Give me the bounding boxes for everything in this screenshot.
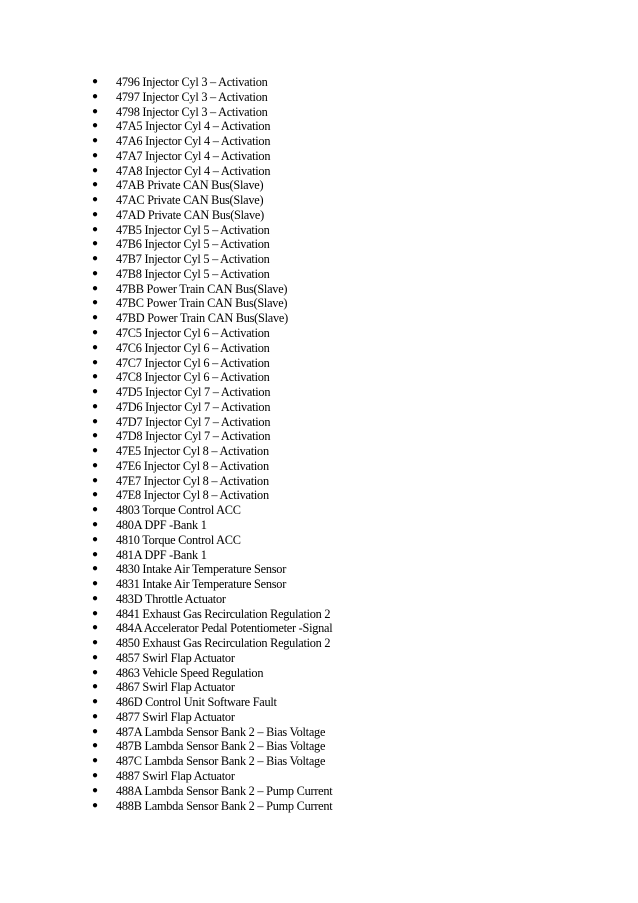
list-item-text: 4867 Swirl Flap Actuator <box>116 680 235 695</box>
bullet-icon: ● <box>92 282 99 294</box>
list-item <box>92 680 512 695</box>
list-item-text: 47BC Power Train CAN Bus(Slave) <box>116 296 288 311</box>
list-item <box>92 577 512 592</box>
bullet-icon: ● <box>92 769 99 781</box>
list-item-text: 47E7 Injector Cyl 8 – Activation <box>116 473 269 488</box>
bullet-icon: ● <box>92 179 99 191</box>
bullet-icon: ● <box>92 149 99 161</box>
bullet-icon: ● <box>92 267 99 279</box>
bullet-icon: ● <box>92 592 99 604</box>
list-item-text: 4810 Torque Control ACC <box>116 532 241 547</box>
bullet-icon: ● <box>92 799 99 811</box>
list-item <box>92 651 512 666</box>
list-item-text: 4863 Vehicle Speed Regulation <box>116 665 264 680</box>
list-item <box>92 370 512 385</box>
bullet-icon: ● <box>92 563 99 575</box>
bullet-icon: ● <box>92 164 99 176</box>
list-item-text: 47C5 Injector Cyl 6 – Activation <box>116 326 270 341</box>
list-item <box>92 90 512 105</box>
list-item-text: 47A5 Injector Cyl 4 – Activation <box>116 119 271 134</box>
bullet-icon: ● <box>92 474 99 486</box>
list-item <box>92 429 512 444</box>
list-item <box>92 119 512 134</box>
list-item-text: 487B Lambda Sensor Bank 2 – Bias Voltage <box>116 739 326 754</box>
list-item <box>92 341 512 356</box>
list-item <box>92 799 512 814</box>
list-item-text: 484A Accelerator Pedal Potentiometer -Signal <box>116 621 333 636</box>
list-item-text: 487C Lambda Sensor Bank 2 – Bias Voltage <box>116 754 326 769</box>
list-item-text: 47AB Private CAN Bus(Slave) <box>116 178 264 193</box>
list-item <box>92 666 512 681</box>
bullet-icon: ● <box>92 651 99 663</box>
list-item-text: 47A8 Injector Cyl 4 – Activation <box>116 163 271 178</box>
list-item-text: 47D5 Injector Cyl 7 – Activation <box>116 385 271 400</box>
list-item-text: 47E8 Injector Cyl 8 – Activation <box>116 488 269 503</box>
list-item-text: 47A7 Injector Cyl 4 – Activation <box>116 148 271 163</box>
bullet-icon: ● <box>92 681 99 693</box>
list-item <box>92 223 512 238</box>
list-item <box>92 488 512 503</box>
list-item <box>92 356 512 371</box>
bullet-icon: ● <box>92 445 99 457</box>
bullet-icon: ● <box>92 459 99 471</box>
list-item-text: 47B7 Injector Cyl 5 – Activation <box>116 252 270 267</box>
bullet-icon: ● <box>92 253 99 265</box>
list-item <box>92 710 512 725</box>
list-item-text: 47D7 Injector Cyl 7 – Activation <box>116 414 271 429</box>
bullet-icon: ● <box>92 607 99 619</box>
list-item-text: 4797 Injector Cyl 3 – Activation <box>116 89 268 104</box>
bullet-icon: ● <box>92 518 99 530</box>
list-item <box>92 296 512 311</box>
list-item-text: 4830 Intake Air Temperature Sensor <box>116 562 287 577</box>
list-item-text: 4796 Injector Cyl 3 – Activation <box>116 75 268 89</box>
list-item-text: 47E6 Injector Cyl 8 – Activation <box>116 458 269 473</box>
list-item <box>92 75 512 90</box>
list-item <box>92 134 512 149</box>
list-item <box>92 592 512 607</box>
list-item-text: 47BB Power Train CAN Bus(Slave) <box>116 281 288 296</box>
bullet-icon: ● <box>92 90 99 102</box>
list-item <box>92 459 512 474</box>
bullet-icon: ● <box>92 135 99 147</box>
bullet-icon: ● <box>92 710 99 722</box>
list-item-text: 47AD Private CAN Bus(Slave) <box>116 207 264 222</box>
list-item <box>92 282 512 297</box>
list-item-text: 47AC Private CAN Bus(Slave) <box>116 193 264 208</box>
bullet-icon: ● <box>92 327 99 339</box>
list-item-text: 47C6 Injector Cyl 6 – Activation <box>116 340 270 355</box>
list-item <box>92 621 512 636</box>
bullet-icon: ● <box>92 725 99 737</box>
list-item-text: 47A6 Injector Cyl 4 – Activation <box>116 134 271 149</box>
bullet-icon: ● <box>92 622 99 634</box>
list-item <box>92 754 512 769</box>
list-item <box>92 311 512 326</box>
list-item <box>92 533 512 548</box>
list-item <box>92 252 512 267</box>
list-item <box>92 164 512 179</box>
list-item <box>92 503 512 518</box>
fault-code-list <box>92 75 512 813</box>
list-item-text: 488A Lambda Sensor Bank 2 – Pump Current <box>116 783 333 798</box>
list-item <box>92 178 512 193</box>
bullet-icon: ● <box>92 76 99 87</box>
list-item-text: 47BD Power Train CAN Bus(Slave) <box>116 311 288 326</box>
list-item <box>92 208 512 223</box>
list-item-text: 4850 Exhaust Gas Recirculation Regulation 2 <box>116 636 331 651</box>
list-item <box>92 548 512 563</box>
list-item-text: 4798 Injector Cyl 3 – Activation <box>116 104 268 119</box>
list-item-text: 481A DPF -Bank 1 <box>116 547 207 562</box>
list-item <box>92 636 512 651</box>
bullet-icon: ● <box>92 386 99 398</box>
list-item-text: 486D Control Unit Software Fault <box>116 695 277 710</box>
list-item-text: 47B6 Injector Cyl 5 – Activation <box>116 237 270 252</box>
list-item-text: 4831 Intake Air Temperature Sensor <box>116 577 287 592</box>
list-item <box>92 607 512 622</box>
list-item <box>92 474 512 489</box>
bullet-icon: ● <box>92 120 99 132</box>
bullet-icon: ● <box>92 238 99 250</box>
list-item-text: 488B Lambda Sensor Bank 2 – Pump Current <box>116 798 333 813</box>
list-item-text: 4887 Swirl Flap Actuator <box>116 768 235 783</box>
bullet-icon: ● <box>92 223 99 235</box>
bullet-icon: ● <box>92 578 99 590</box>
bullet-icon: ● <box>92 415 99 427</box>
list-item-text: 47B5 Injector Cyl 5 – Activation <box>116 222 270 237</box>
bullet-icon: ● <box>92 696 99 708</box>
bullet-icon: ● <box>92 297 99 309</box>
bullet-icon: ● <box>92 430 99 442</box>
list-item <box>92 149 512 164</box>
bullet-icon: ● <box>92 637 99 649</box>
list-item <box>92 444 512 459</box>
list-item-text: 483D Throttle Actuator <box>116 591 226 606</box>
list-item <box>92 518 512 533</box>
bullet-icon: ● <box>92 489 99 501</box>
bullet-icon: ● <box>92 356 99 368</box>
list-item <box>92 784 512 799</box>
list-item-text: 4803 Torque Control ACC <box>116 503 241 518</box>
list-item <box>92 562 512 577</box>
list-item <box>92 105 512 120</box>
bullet-icon: ● <box>92 371 99 383</box>
list-item-text: 47C8 Injector Cyl 6 – Activation <box>116 370 270 385</box>
bullet-icon: ● <box>92 504 99 516</box>
list-item-text: 47D8 Injector Cyl 7 – Activation <box>116 429 271 444</box>
list-item-text: 4857 Swirl Flap Actuator <box>116 650 235 665</box>
bullet-icon: ● <box>92 341 99 353</box>
bullet-icon: ● <box>92 740 99 752</box>
list-item <box>92 725 512 740</box>
list-item-text: 47C7 Injector Cyl 6 – Activation <box>116 355 270 370</box>
list-item <box>92 385 512 400</box>
list-item-text: 487A Lambda Sensor Bank 2 – Bias Voltage <box>116 724 326 739</box>
bullet-icon: ● <box>92 400 99 412</box>
list-item <box>92 695 512 710</box>
list-item <box>92 267 512 282</box>
bullet-icon: ● <box>92 194 99 206</box>
bullet-icon: ● <box>92 105 99 117</box>
list-item-text: 47D6 Injector Cyl 7 – Activation <box>116 399 271 414</box>
list-item-text: 4877 Swirl Flap Actuator <box>116 709 235 724</box>
list-item <box>92 326 512 341</box>
list-item-text: 47B8 Injector Cyl 5 – Activation <box>116 266 270 281</box>
list-item <box>92 769 512 784</box>
list-item-text: 4841 Exhaust Gas Recirculation Regulation 2 <box>116 606 331 621</box>
bullet-icon: ● <box>92 208 99 220</box>
list-item <box>92 739 512 754</box>
bullet-icon: ● <box>92 755 99 767</box>
bullet-icon: ● <box>92 533 99 545</box>
list-item-text: 480A DPF -Bank 1 <box>116 517 207 532</box>
bullet-icon: ● <box>92 548 99 560</box>
list-item <box>92 400 512 415</box>
bullet-icon: ● <box>92 666 99 678</box>
list-item <box>92 237 512 252</box>
list-item <box>92 193 512 208</box>
list-item-text: 47E5 Injector Cyl 8 – Activation <box>116 444 269 459</box>
bullet-icon: ● <box>92 312 99 324</box>
list-item <box>92 415 512 430</box>
bullet-icon: ● <box>92 784 99 796</box>
